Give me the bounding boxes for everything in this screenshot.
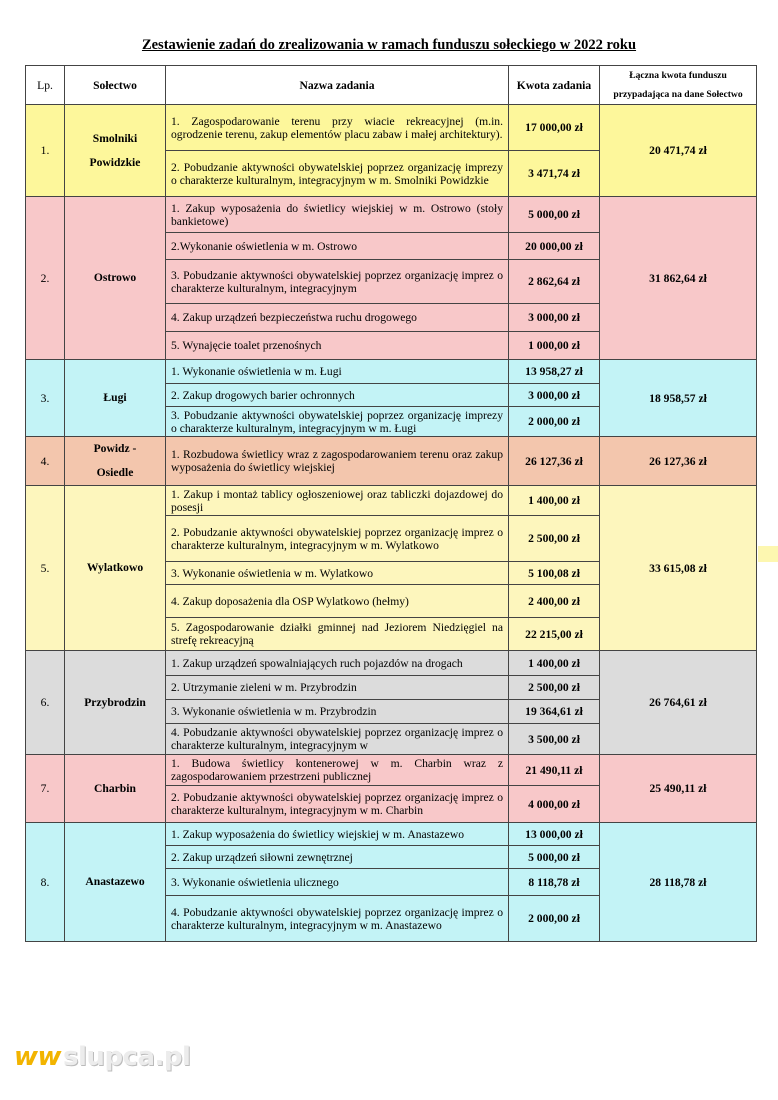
solectwo-name-line1: Smolniki (92, 131, 138, 145)
cell-task-name: 3. Wykonanie oświetlenia w m. Wylatkowo (166, 562, 509, 585)
cell-task-name: 2. Zakup urządzeń siłowni zewnętrznej (166, 846, 509, 869)
cell-total-amount: 26 127,36 zł (600, 437, 757, 486)
cell-task-name: 3. Wykonanie oświetlenia w m. Przybrodzin (166, 700, 509, 724)
document-title: Zestawienie zadań do zrealizowania w ramach funduszu sołeckiego w 2022 roku (141, 37, 637, 53)
cell-task-amount: 3 000,00 zł (509, 304, 600, 332)
header-laczna-kwota (600, 66, 757, 105)
header-nazwa-zadania: Nazwa zadania (166, 66, 509, 105)
cell-task-name: 3. Pobudzanie aktywności obywatelskiej poprzez organizację imprezy o charakterze kulturalnym, integracyjnym w m. Ługi (166, 407, 509, 437)
table-row (26, 823, 757, 846)
cell-task-name: 2. Pobudzanie aktywności obywatelskiej poprzez organizację imprez o charakterze kulturalnym, integracyjnym w m. Charbin (166, 786, 509, 823)
margin-marker (758, 546, 778, 562)
solectwo-name-line1: Powidz - (93, 442, 137, 455)
cell-total-amount: 20 471,74 zł (600, 105, 757, 197)
header-laczna-line1: Łączna kwota funduszu (629, 70, 727, 81)
cell-task-name: 5. Zagospodarowanie działki gminnej nad Jeziorem Niedzięgiel na strefę rekreacyjną (166, 618, 509, 651)
cell-task-amount: 5 100,08 zł (509, 562, 600, 585)
cell-solectwo (65, 755, 166, 823)
cell-task-amount: 26 127,36 zł (509, 437, 600, 486)
cell-task-name: 1. Zakup i montaż tablicy ogłoszeniowej oraz tabliczki dojazdowej do posesji (166, 486, 509, 516)
cell-task-name: 3. Wykonanie oświetlenia ulicznego (166, 869, 509, 896)
cell-lp: 3. (26, 360, 65, 437)
cell-lp: 2. (26, 197, 65, 360)
solectwo-name-line1: Ostrowo (93, 271, 137, 284)
cell-lp: 8. (26, 823, 65, 942)
cell-task-name: 4. Zakup urządzeń bezpieczeństwa ruchu drogowego (166, 304, 509, 332)
cell-solectwo (65, 197, 166, 360)
solectwo-name-line1: Przybrodzin (84, 695, 146, 709)
table-row (26, 360, 757, 384)
cell-task-name: 1. Zakup wyposażenia do świetlicy wiejskiej w m. Anastazewo (166, 823, 509, 846)
cell-lp: 6. (26, 651, 65, 755)
cell-lp: 7. (26, 755, 65, 823)
header-laczna-line2: przypadająca na dane Sołectwo (613, 89, 743, 100)
cell-task-name: 1. Zakup wyposażenia do świetlicy wiejskiej w m. Ostrowo (stoły bankietowe) (166, 197, 509, 233)
cell-task-amount: 13 000,00 zł (509, 823, 600, 846)
watermark-text: slupca.pl (63, 1042, 191, 1072)
cell-lp: 5. (26, 486, 65, 651)
header-lp: Lp. (26, 66, 65, 105)
solectwo-name-line1: Wylatkowo (86, 561, 144, 574)
cell-task-amount: 4 000,00 zł (509, 786, 600, 823)
cell-task-name: 1. Zagospodarowanie terenu przy wiacie rekreacyjnej (m.in. ogrodzenie terenu, zakup elementów placu zabaw i małej architektury). (166, 105, 509, 151)
cell-task-name: 4. Zakup doposażenia dla OSP Wylatkowo (hełmy) (166, 585, 509, 618)
cell-solectwo (65, 486, 166, 651)
cell-task-amount: 3 500,00 zł (509, 724, 600, 755)
table-row (26, 197, 757, 233)
cell-task-amount: 20 000,00 zł (509, 233, 600, 260)
cell-solectwo (65, 651, 166, 755)
cell-task-amount: 2 000,00 zł (509, 896, 600, 942)
cell-task-name: 2.Wykonanie oświetlenia w m. Ostrowo (166, 233, 509, 260)
table-header-row (26, 66, 757, 105)
cell-total-amount: 25 490,11 zł (600, 755, 757, 823)
watermark-logo (14, 1042, 190, 1072)
cell-task-name: 1. Budowa świetlicy kontenerowej w m. Charbin wraz z zagospodarowaniem przestrzeni publicznej (166, 755, 509, 786)
cell-task-name: 2. Pobudzanie aktywności obywatelskiej poprzez organizację imprezy o charakterze kulturalnym, integracyjnym w m. Smolniki Powidzkie (166, 151, 509, 197)
solectwo-name-line1: Anastazewo (85, 875, 145, 888)
cell-task-amount: 2 862,64 zł (509, 260, 600, 304)
cell-task-amount: 22 215,00 zł (509, 618, 600, 651)
cell-task-amount: 8 118,78 zł (509, 869, 600, 896)
cell-task-name: 1. Wykonanie oświetlenia w m. Ługi (166, 360, 509, 384)
cell-total-amount: 31 862,64 zł (600, 197, 757, 360)
fund-table (25, 65, 757, 942)
cell-task-amount: 5 000,00 zł (509, 197, 600, 233)
cell-task-name: 5. Wynajęcie toalet przenośnych (166, 332, 509, 360)
solectwo-name-line1: Charbin (94, 781, 136, 795)
cell-total-amount: 18 958,57 zł (600, 360, 757, 437)
cell-task-name: 4. Pobudzanie aktywności obywatelskiej poprzez organizację imprez o charakterze kulturalnym, integracyjnym w m. Anastazewo (166, 896, 509, 942)
cell-task-amount: 3 000,00 zł (509, 384, 600, 407)
table-row (26, 651, 757, 676)
cell-task-amount: 17 000,00 zł (509, 105, 600, 151)
solectwo-name-line2: Powidzkie (89, 155, 141, 169)
table-row (26, 105, 757, 151)
cell-task-amount: 5 000,00 zł (509, 846, 600, 869)
cell-task-name: 1. Zakup urządzeń spowalniających ruch pojazdów na drogach (166, 651, 509, 676)
cell-task-amount: 1 400,00 zł (509, 486, 600, 516)
table-row (26, 437, 757, 486)
logo-mark-icon: ww (14, 1042, 62, 1072)
cell-solectwo (65, 360, 166, 437)
cell-task-amount: 1 400,00 zł (509, 651, 600, 676)
cell-task-name: 2. Pobudzanie aktywności obywatelskiej poprzez organizację imprez o charakterze kulturalnym, integracyjnym w m. Wylatkowo (166, 516, 509, 562)
cell-task-amount: 2 400,00 zł (509, 585, 600, 618)
cell-lp: 4. (26, 437, 65, 486)
cell-task-name: 1. Rozbudowa świetlicy wraz z zagospodarowaniem terenu oraz zakup wyposażenia do świetlicy wiejskiej (166, 437, 509, 486)
cell-solectwo (65, 823, 166, 942)
cell-solectwo (65, 437, 166, 486)
cell-task-amount: 21 490,11 zł (509, 755, 600, 786)
cell-task-amount: 13 958,27 zł (509, 360, 600, 384)
cell-task-amount: 2 500,00 zł (509, 516, 600, 562)
table-row (26, 755, 757, 786)
table-row (26, 486, 757, 516)
cell-lp: 1. (26, 105, 65, 197)
cell-total-amount: 28 118,78 zł (600, 823, 757, 942)
cell-total-amount: 33 615,08 zł (600, 486, 757, 651)
cell-total-amount: 26 764,61 zł (600, 651, 757, 755)
cell-task-name: 2. Utrzymanie zieleni w m. Przybrodzin (166, 676, 509, 700)
cell-task-name: 4. Pobudzanie aktywności obywatelskiej poprzez organizację imprez o charakterze kulturalnym, integracyjnym w (166, 724, 509, 755)
solectwo-name-line2: Osiedle (96, 466, 134, 479)
cell-task-amount: 19 364,61 zł (509, 700, 600, 724)
cell-task-amount: 2 500,00 zł (509, 676, 600, 700)
header-kwota-zadania: Kwota zadania (509, 66, 600, 105)
cell-task-amount: 3 471,74 zł (509, 151, 600, 197)
header-solectwo: Sołectwo (65, 66, 166, 105)
cell-task-amount: 2 000,00 zł (509, 407, 600, 437)
cell-task-name: 3. Pobudzanie aktywności obywatelskiej poprzez organizację imprez o charakterze kulturalnym, integracyjnym (166, 260, 509, 304)
cell-task-amount: 1 000,00 zł (509, 332, 600, 360)
cell-task-name: 2. Zakup drogowych barier ochronnych (166, 384, 509, 407)
cell-solectwo (65, 105, 166, 197)
table-body (26, 105, 757, 942)
solectwo-name-line1: Ługi (103, 391, 127, 404)
